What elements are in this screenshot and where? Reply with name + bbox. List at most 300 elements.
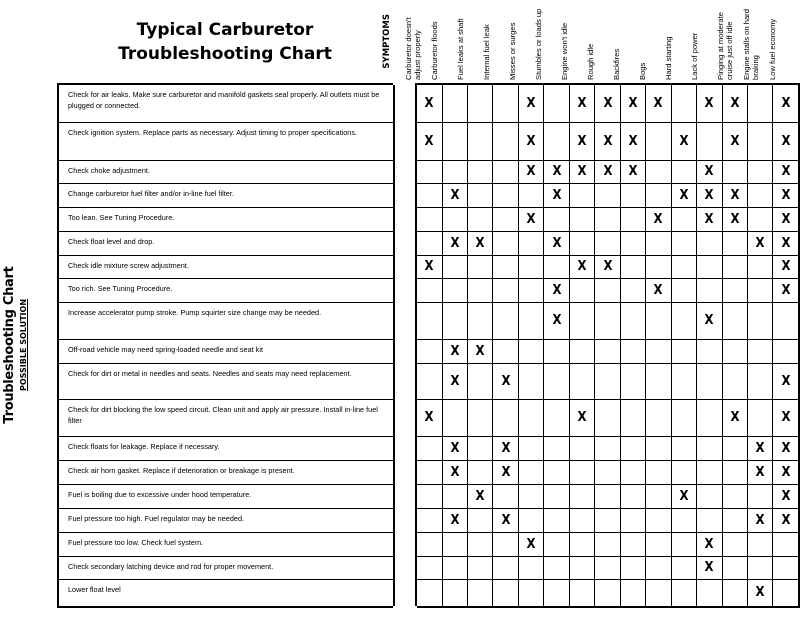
symptom-header — [453, 8, 479, 80]
symptom-cell — [442, 532, 467, 556]
symptom-cell — [773, 302, 799, 339]
x-mark: X — [475, 343, 485, 359]
symptom-cell — [493, 183, 518, 207]
x-mark: X — [603, 133, 613, 149]
symptom-header — [479, 8, 505, 80]
x-mark: X — [704, 536, 714, 552]
x-mark: X — [628, 164, 638, 179]
symptom-cell — [442, 183, 467, 207]
symptom-cell — [773, 484, 799, 508]
symptom-cell — [671, 302, 696, 339]
row-gap — [394, 508, 416, 532]
symptom-cell — [416, 160, 442, 183]
symptom-cell — [544, 579, 569, 607]
symptom-cell — [518, 399, 543, 436]
symptom-cell — [518, 556, 543, 579]
x-mark: X — [704, 187, 714, 203]
x-mark: X — [603, 259, 613, 274]
symptom-cell — [595, 207, 620, 231]
symptom-header-label: Carburetor doesn't adjust properly — [404, 17, 422, 80]
symptom-cell — [468, 122, 493, 160]
symptom-cell — [569, 363, 594, 399]
symptom-header — [401, 8, 427, 80]
symptom-cell — [416, 532, 442, 556]
symptom-cell — [646, 460, 671, 484]
symptom-cell — [569, 302, 594, 339]
symptom-cell — [493, 556, 518, 579]
symptom-cell — [722, 160, 747, 183]
symptom-cell — [493, 579, 518, 607]
symptom-cell — [442, 508, 467, 532]
solution-cell: Check float level and drop. — [58, 231, 394, 255]
row-gap — [394, 122, 416, 160]
x-mark: X — [628, 133, 638, 149]
symptom-cell — [544, 302, 569, 339]
table-row — [58, 183, 799, 207]
symptom-cell — [518, 160, 543, 183]
symptom-cell — [722, 363, 747, 399]
symptom-cell — [468, 436, 493, 460]
symptom-cell — [748, 231, 773, 255]
symptom-cell — [773, 207, 799, 231]
symptom-cell — [468, 339, 493, 363]
table-row — [58, 363, 799, 399]
symptom-header-label: Misses or surges — [508, 22, 517, 80]
symptom-cell — [468, 278, 493, 302]
symptom-cell — [671, 508, 696, 532]
table-row — [58, 302, 799, 339]
symptom-cell — [416, 579, 442, 607]
symptom-cell — [646, 255, 671, 278]
symptom-cell — [544, 339, 569, 363]
solution-cell: Change carburetor fuel filter and/or in-line fuel filter. — [58, 183, 394, 207]
solution-cell: Fuel pressure too low. Check fuel system. — [58, 532, 394, 556]
symptom-cell — [620, 302, 645, 339]
symptom-cell — [493, 122, 518, 160]
symptom-cell — [595, 160, 620, 183]
symptom-cell — [722, 207, 747, 231]
row-gap — [394, 436, 416, 460]
symptom-cell — [468, 231, 493, 255]
symptom-cell — [646, 556, 671, 579]
table-row — [58, 436, 799, 460]
symptom-cell — [518, 436, 543, 460]
symptom-cell — [748, 278, 773, 302]
symptom-header-label: Lack of power — [690, 32, 699, 80]
side-title — [2, 245, 42, 445]
symptom-cell — [493, 278, 518, 302]
symptom-header-label: Low fuel economy — [768, 18, 777, 80]
symptom-header — [635, 8, 661, 80]
symptom-cell — [646, 302, 671, 339]
x-mark: X — [501, 440, 511, 456]
x-mark: X — [577, 259, 587, 274]
symptom-cell — [518, 532, 543, 556]
x-mark: X — [730, 95, 740, 111]
x-mark: X — [577, 95, 587, 111]
row-gap — [394, 84, 416, 122]
symptom-header — [687, 8, 713, 80]
symptom-header — [713, 8, 739, 80]
solution-cell: Too rich. See Tuning Procedure. — [58, 278, 394, 302]
symptom-cell — [569, 484, 594, 508]
symptom-cell — [671, 278, 696, 302]
x-mark: X — [501, 373, 511, 389]
symptom-cell — [468, 183, 493, 207]
symptom-cell — [773, 460, 799, 484]
symptom-cell — [442, 160, 467, 183]
symptom-header-label: Carburetor floods — [430, 21, 439, 80]
solution-cell: Fuel is boiling due to excessive under hood temperature. — [58, 484, 394, 508]
symptom-cell — [416, 556, 442, 579]
symptom-cell — [646, 436, 671, 460]
symptom-header-label: Internal fuel leak — [482, 24, 491, 80]
solution-cell: Too lean. See Tuning Procedure. — [58, 207, 394, 231]
symptom-cell — [671, 339, 696, 363]
x-mark: X — [781, 488, 791, 504]
symptom-cell — [748, 399, 773, 436]
row-gap — [394, 183, 416, 207]
symptom-cell — [595, 183, 620, 207]
x-mark: X — [781, 235, 791, 251]
symptom-cell — [518, 84, 543, 122]
symptom-cell — [697, 278, 722, 302]
symptom-cell — [595, 399, 620, 436]
symptom-cell — [518, 363, 543, 399]
symptom-cell — [646, 183, 671, 207]
title-line-1: Typical Carburetor — [136, 20, 314, 40]
symptom-cell — [697, 460, 722, 484]
symptom-cell — [544, 556, 569, 579]
row-gap — [394, 484, 416, 508]
symptom-cell — [697, 556, 722, 579]
symptom-cell — [748, 484, 773, 508]
symptom-cell — [468, 302, 493, 339]
solution-cell: Lower float level — [58, 579, 394, 607]
troubleshooting-table — [57, 83, 800, 608]
table-row — [58, 231, 799, 255]
x-mark: X — [526, 164, 536, 179]
symptom-cell — [620, 579, 645, 607]
symptom-cell — [442, 363, 467, 399]
symptom-cell — [671, 556, 696, 579]
symptom-cell — [544, 363, 569, 399]
x-mark: X — [653, 282, 663, 298]
x-mark: X — [424, 259, 434, 274]
title-line-2: Troubleshooting Chart — [118, 44, 332, 64]
symptom-cell — [773, 399, 799, 436]
table-row — [58, 122, 799, 160]
solution-cell: Off-road vehicle may need spring-loaded needle and seat kit — [58, 339, 394, 363]
symptom-cell — [748, 84, 773, 122]
symptom-cell — [442, 399, 467, 436]
x-mark: X — [450, 512, 460, 528]
symptom-cell — [493, 532, 518, 556]
symptom-cell — [722, 508, 747, 532]
symptom-cell — [722, 278, 747, 302]
symptom-cell — [442, 484, 467, 508]
symptom-cell — [468, 363, 493, 399]
symptom-cell — [442, 436, 467, 460]
x-mark: X — [755, 235, 765, 251]
symptom-cell — [468, 84, 493, 122]
symptom-cell — [595, 278, 620, 302]
symptom-cell — [416, 231, 442, 255]
symptom-cell — [722, 532, 747, 556]
symptom-cell — [620, 556, 645, 579]
x-mark: X — [424, 133, 434, 149]
symptom-header — [531, 8, 557, 80]
symptom-cell — [569, 255, 594, 278]
symptom-cell — [722, 84, 747, 122]
symptom-cell — [646, 339, 671, 363]
symptom-cell — [671, 84, 696, 122]
symptom-cell — [620, 122, 645, 160]
x-mark: X — [679, 133, 689, 149]
symptom-header — [505, 8, 531, 80]
symptom-cell — [671, 207, 696, 231]
x-mark: X — [704, 313, 714, 328]
symptom-cell — [518, 460, 543, 484]
x-mark: X — [526, 536, 536, 552]
symptom-header — [661, 8, 687, 80]
symptom-cell — [493, 255, 518, 278]
x-mark: X — [628, 95, 638, 111]
x-mark: X — [424, 410, 434, 425]
symptom-cell — [518, 484, 543, 508]
symptom-header-label: Pinging at moderate cruise just off idle — [716, 12, 734, 80]
symptom-cell — [442, 579, 467, 607]
symptom-cell — [442, 231, 467, 255]
row-gap — [394, 231, 416, 255]
symptom-cell — [544, 84, 569, 122]
symptom-cell — [468, 508, 493, 532]
symptom-cell — [416, 399, 442, 436]
symptom-cell — [697, 160, 722, 183]
symptom-cell — [620, 84, 645, 122]
solution-cell: Check for air leaks. Make sure carburetor and manifold gaskets seal properly. All outlets must be plugged or connected. — [58, 84, 394, 122]
symptom-cell — [518, 508, 543, 532]
symptom-cell — [773, 532, 799, 556]
symptom-cell — [620, 160, 645, 183]
symptom-cell — [646, 484, 671, 508]
symptom-cell — [544, 484, 569, 508]
symptom-cell — [646, 508, 671, 532]
row-gap — [394, 579, 416, 607]
x-mark: X — [450, 235, 460, 251]
x-mark: X — [781, 95, 791, 111]
symptom-cell — [468, 579, 493, 607]
symptom-header-label: Stumbles or loads up — [534, 8, 543, 80]
symptom-cell — [493, 207, 518, 231]
symptom-cell — [773, 231, 799, 255]
x-mark: X — [704, 211, 714, 227]
symptom-cell — [468, 556, 493, 579]
symptom-cell — [493, 160, 518, 183]
x-mark: X — [781, 373, 791, 389]
solution-cell: Check choke adjustment. — [58, 160, 394, 183]
symptom-header-label: Backfires — [612, 48, 621, 80]
symptom-cell — [442, 302, 467, 339]
symptom-cell — [569, 339, 594, 363]
symptom-cell — [442, 255, 467, 278]
symptom-cell — [748, 579, 773, 607]
symptom-cell — [442, 207, 467, 231]
symptom-cell — [544, 460, 569, 484]
symptom-cell — [620, 363, 645, 399]
symptom-cell — [748, 160, 773, 183]
symptom-cell — [468, 484, 493, 508]
symptom-cell — [569, 207, 594, 231]
symptom-cell — [493, 302, 518, 339]
symptom-cell — [493, 436, 518, 460]
symptom-cell — [671, 363, 696, 399]
symptom-cell — [620, 484, 645, 508]
symptom-cell — [697, 84, 722, 122]
symptom-cell — [518, 579, 543, 607]
symptom-cell — [544, 532, 569, 556]
symptom-cell — [569, 84, 594, 122]
symptom-cell — [569, 231, 594, 255]
symptom-cell — [748, 207, 773, 231]
solution-cell: Fuel pressure too high. Fuel regulator may be needed. — [58, 508, 394, 532]
symptom-cell — [595, 363, 620, 399]
symptom-cell — [595, 556, 620, 579]
symptom-cell — [646, 122, 671, 160]
solution-cell: Check idle mixture screw adjustment. — [58, 255, 394, 278]
symptom-cell — [569, 556, 594, 579]
solution-cell: Increase accelerator pump stroke. Pump squirter size change may be needed. — [58, 302, 394, 339]
symptom-header — [427, 8, 453, 80]
symptom-cell — [569, 278, 594, 302]
symptom-cell — [620, 183, 645, 207]
symptom-cell — [697, 436, 722, 460]
table-row — [58, 460, 799, 484]
symptom-cell — [773, 339, 799, 363]
symptom-cell — [468, 255, 493, 278]
symptom-cell — [544, 255, 569, 278]
x-mark: X — [704, 164, 714, 179]
x-mark: X — [450, 187, 460, 203]
symptom-cell — [697, 231, 722, 255]
symptom-cell — [518, 302, 543, 339]
symptom-header — [557, 8, 583, 80]
x-mark: X — [450, 464, 460, 480]
symptom-cell — [671, 122, 696, 160]
x-mark: X — [755, 464, 765, 480]
symptom-cell — [773, 84, 799, 122]
solution-cell: Check air horn gasket. Replace if deterioration or breakage is present. — [58, 460, 394, 484]
symptom-cell — [569, 436, 594, 460]
symptom-cell — [595, 339, 620, 363]
symptom-cell — [493, 460, 518, 484]
symptom-cell — [544, 231, 569, 255]
symptom-cell — [620, 508, 645, 532]
symptom-header-label: Engine stalls on hard braking — [742, 9, 760, 80]
x-mark: X — [781, 440, 791, 456]
x-mark: X — [781, 133, 791, 149]
symptom-cell — [416, 436, 442, 460]
table-row — [58, 84, 799, 122]
symptom-cell — [544, 183, 569, 207]
symptom-cell — [595, 84, 620, 122]
table-row — [58, 556, 799, 579]
x-mark: X — [679, 488, 689, 504]
symptom-cell — [697, 255, 722, 278]
symptom-cell — [518, 183, 543, 207]
symptom-cell — [748, 122, 773, 160]
symptom-cell — [442, 84, 467, 122]
symptom-cell — [442, 339, 467, 363]
x-mark: X — [526, 133, 536, 149]
symptom-cell — [569, 160, 594, 183]
symptom-cell — [773, 556, 799, 579]
solution-cell: Check ignition system. Replace parts as necessary. Adjust timing to proper specifications. — [58, 122, 394, 160]
solution-cell: Check floats for leakage. Replace if necessary. — [58, 436, 394, 460]
symptom-cell — [722, 339, 747, 363]
symptom-cell — [416, 508, 442, 532]
x-mark: X — [450, 440, 460, 456]
symptom-header-label: Fuel leaks at shaft — [456, 18, 465, 80]
symptom-cell — [595, 231, 620, 255]
symptom-cell — [697, 183, 722, 207]
x-mark: X — [552, 235, 562, 251]
solution-cell: Check secondary latching device and rod for proper movement. — [58, 556, 394, 579]
symptom-cell — [773, 579, 799, 607]
row-gap — [394, 363, 416, 399]
x-mark: X — [526, 95, 536, 111]
symptom-cell — [620, 278, 645, 302]
table-row — [58, 532, 799, 556]
symptom-cell — [697, 302, 722, 339]
symptom-cell — [722, 484, 747, 508]
x-mark: X — [450, 373, 460, 389]
symptom-cell — [595, 460, 620, 484]
symptom-header — [583, 8, 609, 80]
symptom-cell — [468, 207, 493, 231]
symptom-header — [765, 8, 791, 80]
x-mark: X — [653, 211, 663, 227]
solution-cell: Check for dirt or metal in needles and seats. Needles and seats may need replacement. — [58, 363, 394, 399]
symptom-cell — [518, 207, 543, 231]
x-mark: X — [704, 560, 714, 575]
x-mark: X — [704, 95, 714, 111]
symptom-cell — [697, 484, 722, 508]
x-mark: X — [679, 187, 689, 203]
symptom-cell — [620, 532, 645, 556]
x-mark: X — [755, 585, 765, 601]
symptom-cell — [748, 436, 773, 460]
x-mark: X — [552, 313, 562, 328]
row-gap — [394, 207, 416, 231]
symptom-cell — [671, 579, 696, 607]
table-row — [58, 484, 799, 508]
x-mark: X — [501, 512, 511, 528]
x-mark: X — [552, 282, 562, 298]
symptom-cell — [620, 231, 645, 255]
table-row — [58, 399, 799, 436]
symptom-cell — [773, 436, 799, 460]
symptom-cell — [722, 460, 747, 484]
x-mark: X — [653, 95, 663, 111]
symptom-cell — [722, 556, 747, 579]
symptom-header — [739, 8, 765, 80]
symptom-cell — [569, 508, 594, 532]
symptom-cell — [416, 363, 442, 399]
symptom-cell — [697, 532, 722, 556]
symptom-cell — [671, 255, 696, 278]
symptom-cell — [620, 207, 645, 231]
